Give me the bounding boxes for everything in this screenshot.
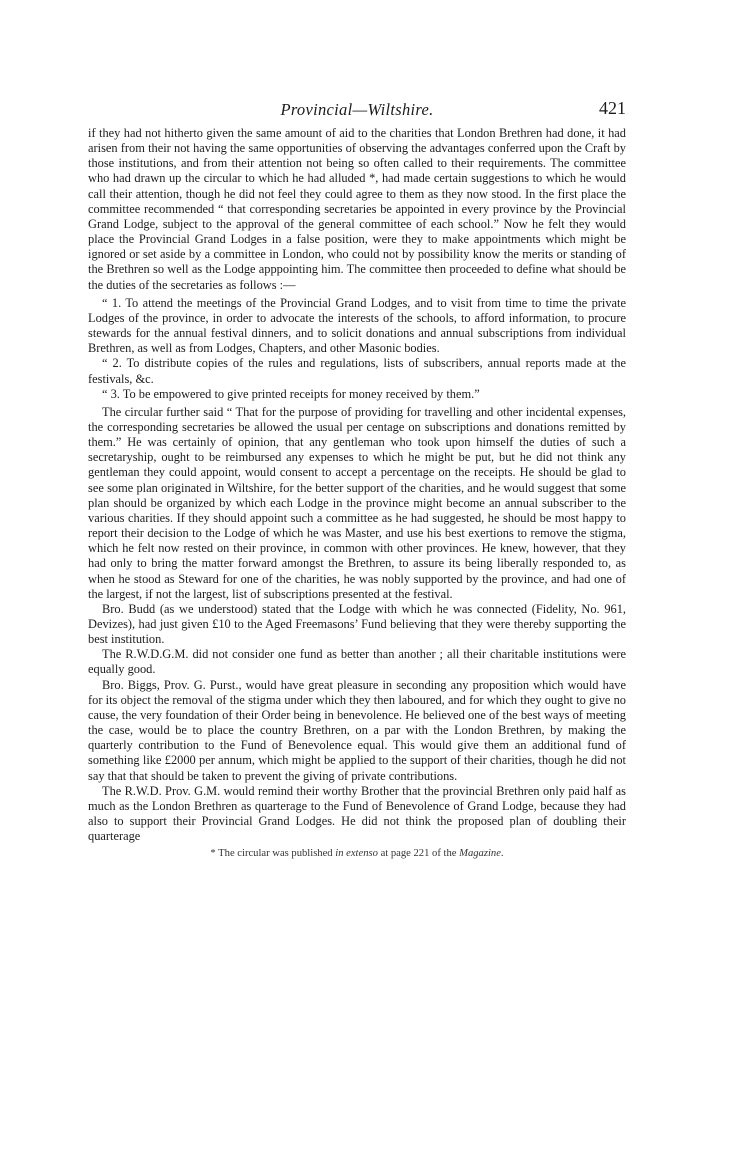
footnote-italic-1: in extenso <box>335 848 378 860</box>
body-text <box>88 126 626 844</box>
document-page <box>88 100 626 859</box>
footnote-text-3: . <box>500 848 504 860</box>
paragraph-circular: The circular further said “ That for the purpose of providing for travelling and other incidental expenses, the corresponding secretaries be allowed the usual per centage on subscriptions and donations remitted by them.” He was certainly of opinion, that any gentleman who took upon himself the duties of such a secretaryship, ought to be reimbursed any expenses to which he might be put, but he did not think any gentleman they could appoint, would consent to accept a percentage on the receipts. He should be glad to see some plan originated in Wiltshire, for the better support of the charities, and he would suggest that some plan should be organized by which each Lodge in the province might become an annual subscriber to the various charities. If they should appoint such a committee as he had suggested, he should be most happy to report their decision to the Lodge of which he was Master, and use his best exertions to remove the stigma, which he felt now rested on their province, in common with other provinces. He knew, however, that they had only to bring the matter forward amongst the Brethren, to assure its being liberally responded to, as when he stood as Steward for one of the charities, he was nobly supported by the province, and had one of the largest, if not the largest, list of subscriptions presented at the festival. <box>88 404 626 601</box>
quote-item-2: “ 2. To distribute copies of the rules and regulations, lists of subscribers, annual reports made at the festivals, &c. <box>88 356 626 386</box>
footnote <box>88 848 626 859</box>
paragraph-budd: Bro. Budd (as we understood) stated that the Lodge with which he was connected (Fidelity, No. 961, Devizes), had just given £10 to the Aged Freemasons’ Fund believing that they were thereby supporting the best institution. <box>88 601 626 647</box>
running-title: Provincial—Wiltshire. <box>280 100 434 119</box>
footnote-italic-2: Magazine <box>459 848 501 860</box>
page-header <box>88 100 626 126</box>
footnote-text-1: * The circular was published <box>210 848 336 860</box>
paragraph-biggs: Bro. Biggs, Prov. G. Purst., would have great pleasure in seconding any proposition which would have for its object the removal of the stigma under which they then laboured, and for which they ought to give no cause, the very foundation of their Order being in benevolence. He believed one of the best ways of meeting the case, would be to place the country Brethren, on a par with the London Brethren, by making the quarterly contribution to the Fund of Benevolence equal. This would give them an additional fund of something like £2000 per annum, which might be applied to the support of their charities, though he did not say that that should be taken to prevent the giving of private contributions. <box>88 677 626 783</box>
paragraph-rwd-prov-gm: The R.W.D. Prov. G.M. would remind their worthy Brother that the provincial Brethren only paid half as much as the London Brethren as quarterage to the Fund of Benevolence of Grand Lodge, because they had also to support their Provincial Grand Lodges. He did not think the proposed plan of doubling their quarterage <box>88 783 626 844</box>
paragraph-rwdgm: The R.W.D.G.M. did not consider one fund as better than another ; all their charitable institutions were equally good. <box>88 647 626 677</box>
footnote-text-2: at page 221 of the <box>377 848 460 860</box>
quote-item-1: “ 1. To attend the meetings of the Provincial Grand Lodges, and to visit from time to time the private Lodges of the province, in order to advocate the interests of the schools, to afford information, to procure stewards for the annual festival dinners, and to solicit donations and annual subscriptions from individual Brethren, as well as from Lodges, Chapters, and other Masonic bodies. <box>88 295 626 356</box>
page-number: 421 <box>599 98 626 118</box>
paragraph-continuation: if they had not hitherto given the same amount of aid to the charities that London Brethren had done, it had arisen from their not having the same opportunities of observing the advantages conferred upon the Craft by those institutions, and from their attention not being so often called to their requirements. The committee who had drawn up the circular to which he had alluded *, had made certain suggestions to which he would call their attention, though he did not feel they could agree to them as they now stood. In the first place the committee recommended “ that corresponding secretaries be appointed in every province by the Provincial Grand Lodge, subject to the approval of the general committee of each school.” Now he felt they would place the Provincial Grand Lodges in a false position, were they to make appointments which might be ignored or set aside by a committee in London, who could not by possibility know the merits or standing of the Brethren so well as the Lodge apppointing him. The committee then proceeded to define what should be the duties of the secretaries as follows :— <box>88 126 626 292</box>
quote-item-3: “ 3. To be empowered to give printed receipts for money received by them.” <box>102 386 480 401</box>
